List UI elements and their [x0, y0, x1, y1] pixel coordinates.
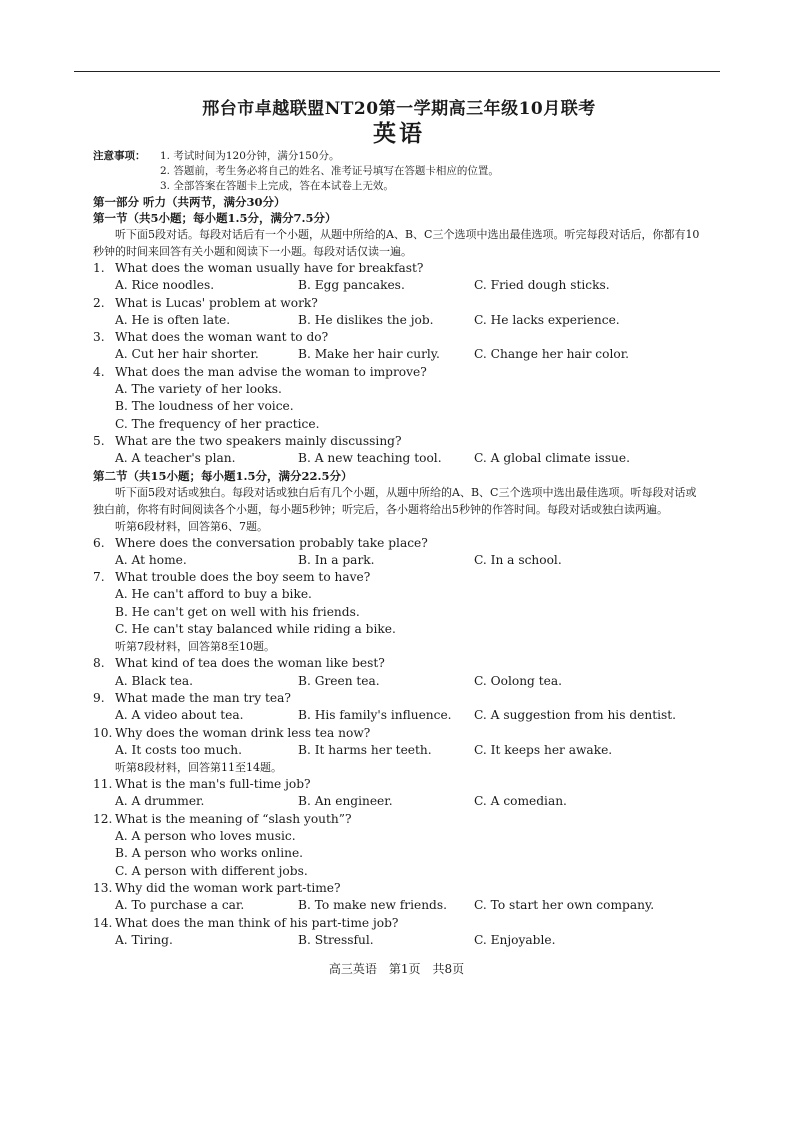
listening-cue-8: 听第8段材料，回答第11至14题。 [115, 761, 282, 775]
option-b: B. Stressful. [298, 932, 374, 947]
question-5: 5. What are the two speakers mainly discussing? [93, 433, 402, 448]
question-14: 14. What does the man think of his part-time job? [93, 915, 399, 930]
option-c: C. It keeps her awake. [474, 742, 613, 757]
question-7: 7. What trouble does the boy seem to have? [93, 570, 371, 585]
option-b: B. He dislikes the job. [298, 312, 434, 327]
option-b: B. A person who works online. [115, 846, 304, 861]
listening-cue-6: 听第6段材料，回答第6、7题。 [115, 519, 268, 533]
note-item: 1. 考试时间为120分钟，满分150分。 [160, 150, 340, 162]
option-b: B. It harms her teeth. [298, 742, 432, 757]
question-6: 6. Where does the conversation probably take place? [93, 535, 428, 550]
option-c: C. In a school. [474, 552, 562, 567]
question-4: 4. What does the man advise the woman to improve? [93, 364, 427, 379]
exam-page [93, 98, 705, 949]
section2-instruction: 听下面5段对话或独白。每段对话或独白后有几个小题，从题中所给的A、B、C三个选项中选出最佳选项。听每段对话或独白前，你将有时间阅读各个小题，每小题5秒钟；听完后，各小题将给出5秒钟的作答时间。每段对话或独白读两遍。 [93, 485, 697, 516]
exam-subject: 英语 [373, 120, 425, 147]
option-b: B. Green tea. [298, 673, 380, 688]
listening-cue-7: 听第7段材料，回答第8至10题。 [115, 640, 275, 654]
option-b: B. To make new friends. [298, 898, 447, 913]
options-9 [93, 707, 705, 724]
bleed-through-text [698, 96, 793, 946]
option-a: A. Rice noodles. [115, 278, 215, 293]
question-9: 9. What made the man try tea? [93, 690, 291, 705]
note-item: 3. 全部答案在答题卡上完成，答在本试卷上无效。 [160, 180, 394, 192]
option-b: B. The loudness of her voice. [115, 399, 294, 414]
options-10 [93, 742, 705, 759]
question-11: 11. What is the man's full-time job? [93, 777, 311, 792]
option-a: A. A drummer. [115, 794, 205, 809]
options-5 [93, 450, 705, 467]
option-b: B. A new teaching tool. [298, 451, 442, 466]
option-a: A. At home. [115, 552, 187, 567]
options-14 [93, 932, 705, 949]
option-a: A. He can't afford to buy a bike. [115, 587, 312, 602]
option-c: C. A global climate issue. [474, 451, 630, 466]
exam-title: 邢台市卓越联盟NT20第一学期高三年级10月联考 [202, 99, 596, 119]
question-13: 13. Why did the woman work part-time? [93, 880, 341, 895]
part1-heading: 第一部分 听力（共两节，满分30分） [93, 195, 286, 209]
option-b: B. He can't get on well with his friends. [115, 604, 360, 619]
section1-heading: 第一节（共5小题；每小题1.5分，满分7.5分） [93, 211, 337, 225]
option-a: A. Tiring. [115, 932, 173, 947]
page-footer: 高三英语 第1页 共8页 [328, 962, 465, 976]
option-c: C. Oolong tea. [474, 673, 562, 688]
option-a: A. He is often late. [115, 312, 231, 327]
question-12: 12. What is the meaning of “slash youth”? [93, 811, 352, 826]
section1-instruction: 听下面5段对话。每段对话后有一个小题，从题中所给的A、B、C三个选项中选出最佳选项。听完每段对话后，你都有10秒钟的时间来回答有关小题和阅读下一小题。每段对话仅读一遍。 [93, 228, 700, 258]
options-3 [93, 346, 705, 363]
options-2 [93, 312, 705, 329]
options-1 [93, 277, 705, 294]
option-b: B. His family's influence. [298, 708, 452, 723]
option-b: B. Make her hair curly. [298, 347, 440, 362]
option-b: B. Egg pancakes. [298, 278, 405, 293]
notes-block [93, 149, 705, 194]
question-8: 8. What kind of tea does the woman like best? [93, 656, 385, 671]
options-6 [93, 552, 705, 569]
notes-label: 注意事项： [93, 150, 146, 162]
option-a: A. To purchase a car. [115, 898, 245, 913]
option-a: A. A video about tea. [115, 708, 244, 723]
option-c: C. The frequency of her practice. [115, 416, 320, 431]
option-c: C. He lacks experience. [474, 312, 620, 327]
section2-heading: 第二节（共15小题；每小题1.5分，满分22.5分） [93, 468, 353, 483]
question-1: 1. What does the woman usually have for breakfast? [93, 261, 424, 275]
options-11 [93, 793, 705, 810]
option-c: C. A comedian. [474, 794, 567, 809]
options-13 [93, 897, 705, 914]
option-c: C. A person with different jobs. [115, 863, 308, 878]
option-a: A. A person who loves music. [115, 829, 296, 844]
option-c: C. He can't stay balanced while riding a bike. [115, 622, 396, 637]
option-a: A. Black tea. [115, 673, 194, 688]
note-item: 2. 答题前，考生务必将自己的姓名、准考证号填写在答题卡相应的位置。 [160, 165, 499, 177]
options-8 [93, 673, 705, 690]
option-c: C. Change her hair color. [474, 347, 630, 362]
question-10: 10. Why does the woman drink less tea now? [93, 725, 371, 740]
option-c: C. Enjoyable. [474, 932, 556, 947]
option-c: C. Fried dough sticks. [474, 278, 610, 293]
option-a: A. The variety of her looks. [115, 382, 282, 397]
option-b: B. In a park. [298, 552, 375, 567]
header-rule [74, 71, 720, 72]
option-c: C. A suggestion from his dentist. [474, 708, 677, 723]
option-c: C. To start her own company. [474, 898, 655, 913]
option-b: B. An engineer. [298, 794, 393, 809]
option-a: A. Cut her hair shorter. [115, 347, 259, 362]
option-a: A. It costs too much. [115, 742, 242, 757]
question-3: 3. What does the woman want to do? [93, 330, 329, 345]
option-a: A. A teacher's plan. [115, 451, 236, 466]
question-2: 2. What is Lucas' problem at work? [93, 295, 318, 310]
